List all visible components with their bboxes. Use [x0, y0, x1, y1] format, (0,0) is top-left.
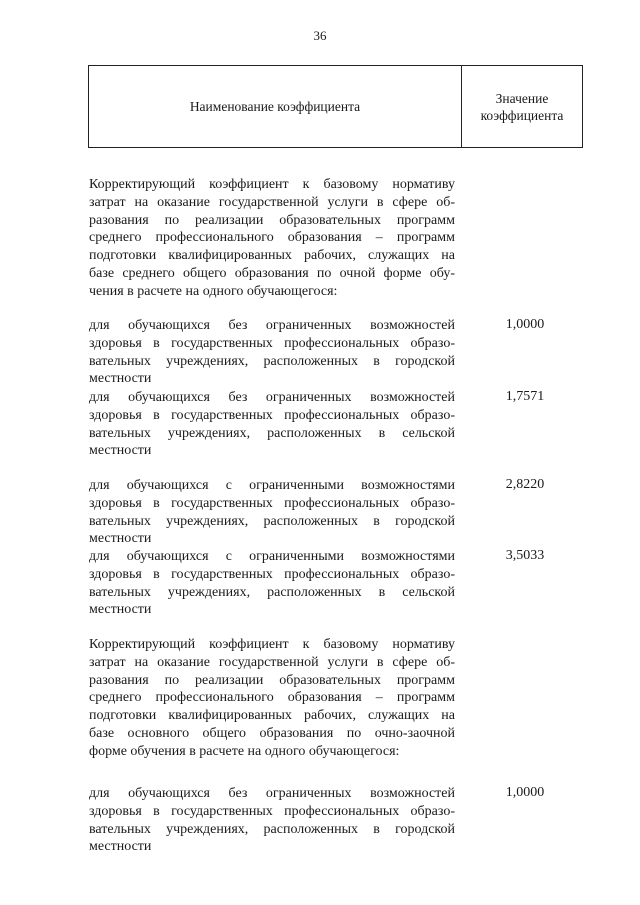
coefficient-row-text	[89, 548, 455, 619]
text-line: подготовки квалифицированных рабочих, служащих на	[89, 248, 455, 264]
coefficient-value-header	[462, 66, 582, 147]
text-line: затрат на оказание государственной услуги в сфере об-	[89, 194, 455, 210]
text-line: затрат на оказание государственной услуги в сфере об-	[89, 654, 455, 670]
text-line: здоровья в государственных профессиональных образо-	[89, 803, 455, 819]
text-line: местности	[89, 443, 152, 459]
text-line: вательных учреждениях, расположенных в городской	[89, 821, 455, 837]
text-line: местности	[89, 371, 152, 387]
coefficient-value: 1,0000	[505, 317, 545, 332]
coefficient-value: 1,7571	[505, 389, 545, 404]
page-number: 36	[313, 28, 327, 43]
coefficient-value: 3,5033	[505, 548, 545, 563]
section2-intro	[89, 636, 455, 761]
coefficient-name-header: Наименование коэффициента	[89, 66, 462, 147]
text-line: разования по реализации образовательных программ	[89, 212, 455, 228]
value-header-line-1: Значение	[495, 90, 549, 106]
coefficient-value: 1,0000	[505, 785, 545, 800]
text-line: Корректирующий коэффициент к базовому нормативу	[89, 637, 455, 652]
text-line: для обучающихся без ограниченных возможностей	[89, 390, 455, 405]
coefficient-value: 2,8220	[505, 477, 545, 492]
section1-intro	[89, 176, 455, 301]
text-line: для обучающихся с ограниченными возможностями	[89, 478, 455, 493]
text-line: форме обучения в расчете на одного обучающегося:	[89, 743, 400, 759]
coefficient-row-text	[89, 389, 455, 460]
text-line: базе основного общего образования по очно-заочной	[89, 725, 455, 741]
text-line: вательных учреждениях, расположенных в городской	[89, 353, 455, 369]
text-line: подготовки квалифицированных рабочих, служащих на	[89, 708, 455, 724]
text-line: местности	[89, 531, 152, 547]
text-line: среднего профессионального образования – программ	[89, 690, 455, 706]
text-line: местности	[89, 602, 152, 618]
text-line: здоровья в государственных профессиональных образо-	[89, 566, 455, 582]
text-line: вательных учреждениях, расположенных в сельской	[89, 425, 455, 441]
coefficient-row-text	[89, 317, 455, 388]
text-line: чения в расчете на одного обучающегося:	[89, 283, 338, 299]
text-line: разования по реализации образовательных программ	[89, 672, 455, 688]
text-line: здоровья в государственных профессиональных образо-	[89, 495, 455, 511]
coefficient-row-text	[89, 477, 455, 548]
text-line: для обучающихся с ограниченными возможностями	[89, 549, 455, 564]
text-line: здоровья в государственных профессиональных образо-	[89, 335, 455, 351]
text-line: для обучающихся без ограниченных возможностей	[89, 318, 455, 333]
text-line: Корректирующий коэффициент к базовому нормативу	[89, 177, 455, 192]
coefficient-row-text	[89, 785, 455, 856]
table-header	[88, 65, 583, 148]
text-line: здоровья в государственных профессиональных образо-	[89, 407, 455, 423]
text-line: вательных учреждениях, расположенных в сельской	[89, 584, 455, 600]
text-line: местности	[89, 839, 152, 855]
text-line: базе среднего общего образования по очной форме обу-	[89, 265, 455, 281]
text-line: среднего профессионального образования – программ	[89, 230, 455, 246]
value-header-line-2: коэффициента	[480, 107, 564, 123]
text-line: вательных учреждениях, расположенных в городской	[89, 513, 455, 529]
text-line: для обучающихся без ограниченных возможностей	[89, 786, 455, 801]
